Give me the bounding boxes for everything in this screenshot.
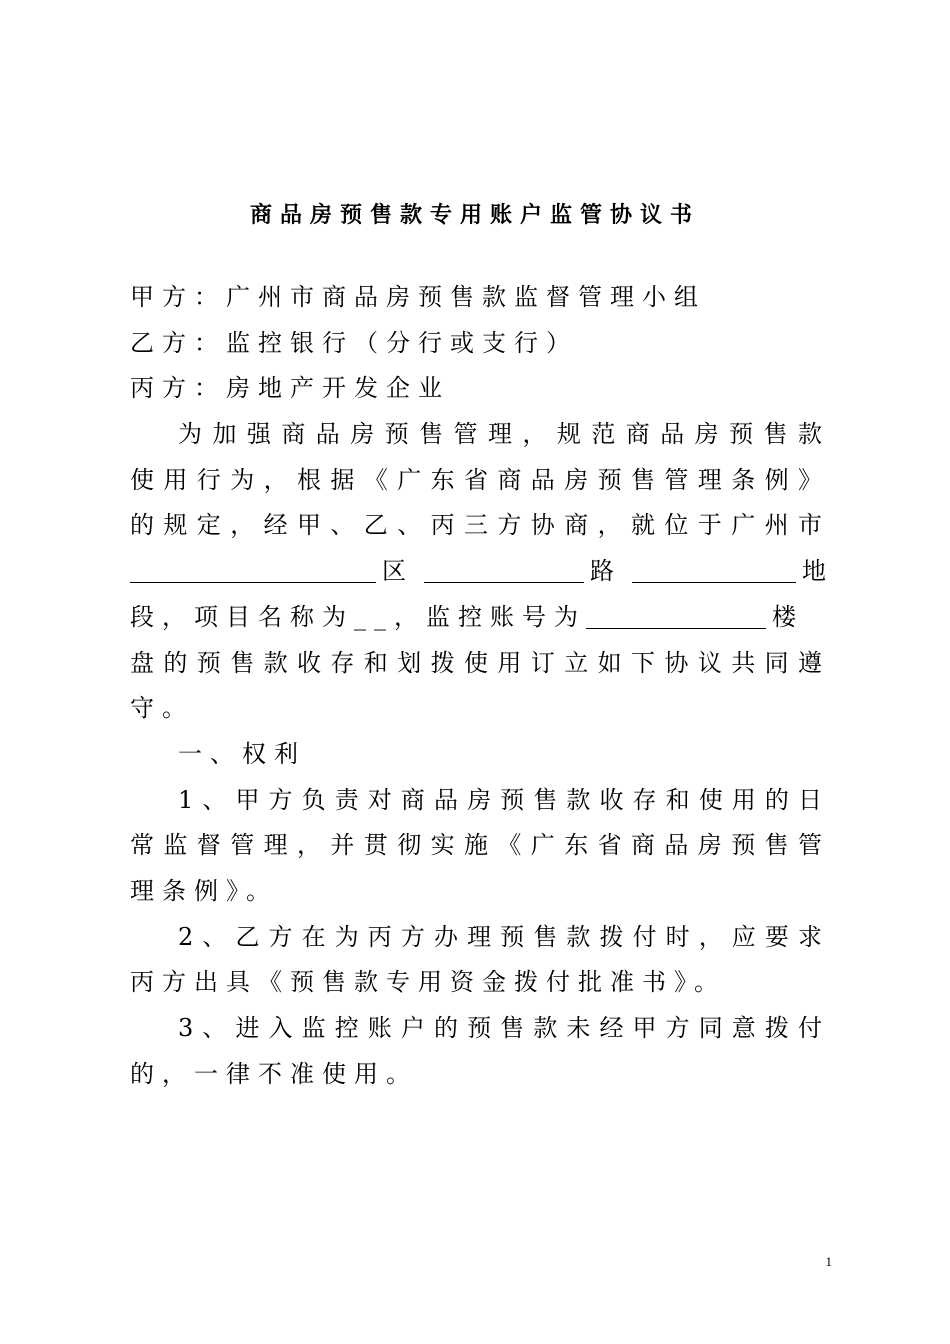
- party-c-line: 丙方：房地产开发企业: [130, 374, 450, 403]
- item-1-line-3: 理条例》。: [130, 876, 278, 905]
- item-2-line-1: 2、乙方在为丙方办理预售款拨付时，应要求: [178, 922, 830, 951]
- party-a-line: 甲方：广州市商品房预售款监督管理小组: [130, 283, 706, 311]
- item-1-line-2: 常监督管理，并贯彻实施《广东省商品房预售管: [130, 831, 830, 860]
- page-number: 1: [825, 1254, 832, 1269]
- section-label: 地: [802, 557, 834, 586]
- party-b-line: 乙方：监控银行（分行或支行）: [130, 328, 578, 357]
- section-heading: 一、权利: [178, 739, 306, 768]
- item-3-line-1: 3、进入监控账户的预售款未经甲方同意拨付: [178, 1014, 830, 1042]
- preamble-line-3: 的规定，经甲、乙、丙三方协商，就位于广州市: [130, 511, 830, 540]
- item-2-line-2: 丙方出具《预售款专用资金拨付批准书》。: [130, 968, 726, 997]
- project-account-text: 段，项目名称为__，监控账号为: [130, 602, 586, 631]
- preamble-line-2: 使用行为，根据《广东省商品房预售管理条例》: [130, 465, 830, 494]
- preamble-line-5: [130, 595, 830, 641]
- document-body: [130, 275, 834, 1097]
- item-1-line-1: 1、甲方负责对商品房预售款收存和使用的日: [178, 785, 830, 814]
- preamble-line-7: 守。: [130, 694, 194, 723]
- account-blank: [586, 600, 766, 629]
- road-label: 路: [590, 557, 622, 586]
- preamble-line-6: 盘的预售款收存和划拨使用订立如下协议共同遵: [130, 648, 830, 677]
- section-blank: [632, 554, 796, 583]
- item-3-line-2: 的，一律不准使用。: [130, 1059, 418, 1088]
- district-blank: [130, 554, 376, 583]
- road-blank: [424, 554, 584, 583]
- document-title: 商品房预售款专用账户监管协议书: [249, 203, 700, 228]
- preamble-line-1: 为加强商品房预售管理，规范商品房预售款: [178, 420, 830, 449]
- building-label: 楼: [772, 602, 804, 631]
- district-label: 区: [382, 557, 414, 586]
- preamble-line-4: [130, 549, 834, 595]
